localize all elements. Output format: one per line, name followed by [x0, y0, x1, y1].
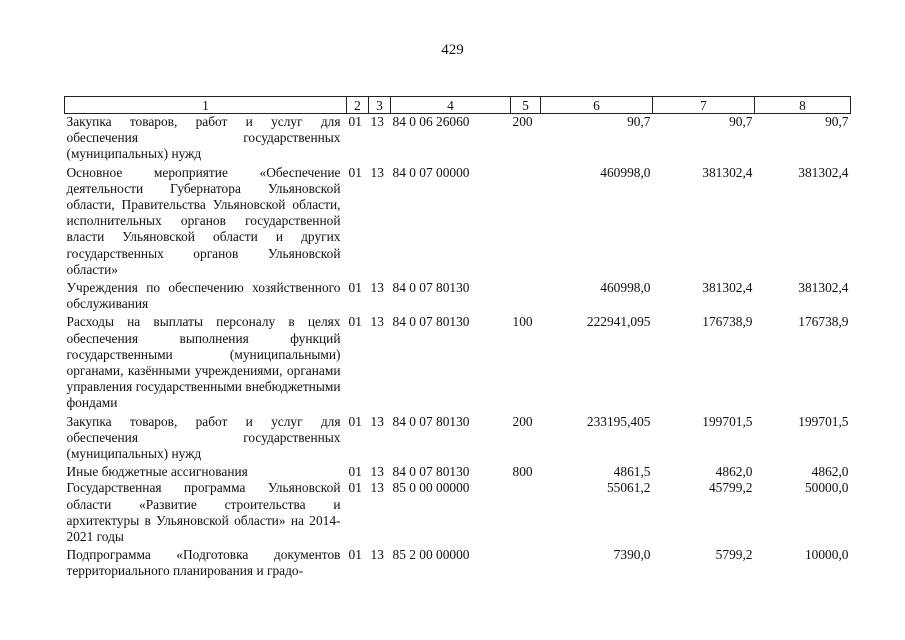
row-value-8: 176738,9 — [798, 314, 849, 330]
table-row — [65, 165, 851, 280]
row-expense-type: 200 — [512, 413, 533, 429]
row-value-8: 199701,5 — [798, 413, 849, 429]
row-name: Закупка товаров, работ и услуг для обеспечения государственных (муниципальных) нужд — [66, 114, 341, 162]
column-header: 2 — [347, 97, 369, 114]
row-section: 01 — [348, 314, 362, 330]
row-name: Государственная программа Ульяновской области «Развитие строительства и архитектуры в Ульяновской области» на 2014-2021 годы — [66, 480, 341, 545]
row-value-6: 90,7 — [627, 114, 651, 129]
row-value-6: 460998,0 — [600, 280, 651, 296]
row-value-6: 222941,095 — [586, 314, 651, 330]
row-subsection: 13 — [370, 480, 384, 496]
table-row — [65, 280, 851, 314]
row-expense-type: 100 — [512, 314, 533, 330]
row-subsection: 13 — [370, 413, 384, 429]
row-expense-type — [511, 547, 541, 579]
table-row — [65, 414, 851, 465]
row-target-code: 84 0 07 80130 — [392, 314, 470, 330]
row-value-7: 381302,4 — [702, 164, 753, 180]
row-value-7: 45799,2 — [708, 480, 753, 496]
column-header: 7 — [653, 97, 755, 114]
row-name: Учреждения по обеспечению хозяйственного обслуживания — [66, 280, 341, 312]
table-row — [65, 547, 851, 579]
row-value-7: 176738,9 — [702, 314, 753, 330]
row-value-8: 10000,0 — [804, 547, 849, 563]
row-section: 01 — [348, 164, 362, 180]
row-section: 01 — [348, 547, 362, 563]
row-target-code: 84 0 07 80130 — [392, 464, 470, 480]
column-header: 8 — [755, 97, 851, 114]
row-expense-type — [511, 480, 541, 547]
row-value-8: 381302,4 — [798, 280, 849, 296]
column-header: 5 — [511, 97, 541, 114]
row-target-code: 85 0 00 00000 — [392, 480, 470, 496]
row-value-8: 381302,4 — [798, 164, 849, 180]
row-value-7: 4862,0 — [715, 464, 753, 480]
row-subsection: 13 — [370, 164, 384, 180]
row-target-code: 84 0 06 26060 — [392, 114, 470, 129]
row-subsection: 13 — [370, 547, 384, 563]
row-section: 01 — [348, 280, 362, 296]
row-value-6: 233195,405 — [586, 413, 651, 429]
row-value-6: 4861,5 — [613, 464, 651, 480]
column-header: 1 — [65, 97, 347, 114]
row-target-code: 84 0 07 00000 — [392, 164, 470, 180]
column-header: 3 — [369, 97, 391, 114]
row-section: 01 — [348, 480, 362, 496]
row-expense-type: 800 — [512, 464, 533, 480]
row-value-8: 90,7 — [825, 114, 849, 129]
budget-table — [64, 96, 851, 580]
row-section: 01 — [348, 464, 362, 480]
row-value-6: 55061,2 — [606, 480, 651, 496]
table-row — [65, 314, 851, 413]
row-value-7: 90,7 — [729, 114, 753, 129]
row-subsection: 13 — [370, 314, 384, 330]
table-row — [65, 480, 851, 547]
row-name: Подпрограмма «Подготовка документов территориального планирования и градо- — [66, 547, 341, 579]
column-header: 4 — [391, 97, 511, 114]
row-target-code: 84 0 07 80130 — [392, 413, 470, 429]
row-name: Иные бюджетные ассигнования — [66, 464, 248, 480]
row-expense-type: 200 — [512, 114, 533, 129]
row-value-7: 199701,5 — [702, 413, 753, 429]
row-name: Основное мероприятие «Обеспечение деятельности Губернатора Ульяновской области, Правительства Ульяновской области, исполнительных органов государственной власти Ульяновской области и других государственных органов Ульяновской области» — [66, 164, 341, 277]
row-target-code: 85 2 00 00000 — [392, 547, 470, 563]
column-header: 6 — [541, 97, 653, 114]
table-row — [65, 114, 851, 165]
row-expense-type — [511, 280, 541, 314]
row-value-7: 381302,4 — [702, 280, 753, 296]
row-target-code: 84 0 07 80130 — [392, 280, 470, 296]
row-subsection: 13 — [370, 114, 384, 129]
row-name: Расходы на выплаты персоналу в целях обеспечения выполнения функций государственными (муниципальными) органами, казёнными учреждениями, органами управления государственными внебюджетными фондами — [66, 314, 341, 411]
table-row — [65, 464, 851, 480]
row-value-8: 4862,0 — [811, 464, 849, 480]
row-section: 01 — [348, 114, 362, 129]
table-header-row — [65, 97, 851, 114]
row-expense-type — [511, 165, 541, 280]
row-subsection: 13 — [370, 464, 384, 480]
row-name: Закупка товаров, работ и услуг для обеспечения государственных (муниципальных) нужд — [66, 413, 341, 462]
row-section: 01 — [348, 413, 362, 429]
row-value-6: 460998,0 — [600, 164, 651, 180]
row-value-8: 50000,0 — [804, 480, 849, 496]
row-subsection: 13 — [370, 280, 384, 296]
row-value-7: 5799,2 — [715, 547, 753, 563]
row-value-6: 7390,0 — [613, 547, 651, 563]
page-number: 429 — [441, 42, 464, 58]
